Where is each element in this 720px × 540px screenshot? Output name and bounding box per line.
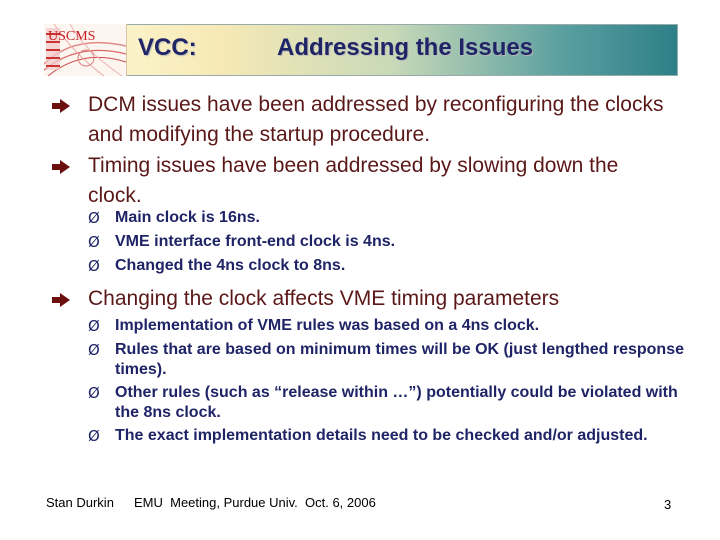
page-title: Addressing the Issues — [277, 34, 534, 61]
bullet-text: Changing the clock affects VME timing parameters — [88, 287, 560, 310]
sub-bullet-text: Main clock is 16ns. — [115, 209, 260, 226]
bullet-text: Timing issues have been addressed by slowing down the clock. — [88, 154, 619, 207]
sub-bullet-text: Rules that are based on minimum times will be OK (just lengthed response times). — [115, 341, 684, 378]
bullet-item — [50, 151, 670, 211]
sub-bullet-item — [88, 256, 688, 276]
arrowhead-icon: Ø — [88, 341, 100, 359]
bullet-arrow-icon — [50, 98, 72, 114]
sub-bullet-text: Other rules (such as “release within …”) potentially could be violated with the 8ns clock. — [115, 384, 678, 421]
bullet-item — [50, 90, 670, 150]
uscms-logo — [44, 24, 127, 76]
arrowhead-icon: Ø — [88, 427, 100, 445]
footer-event: EMU Meeting, Purdue Univ. Oct. 6, 2006 — [134, 495, 376, 510]
svg-text:USCMS: USCMS — [48, 29, 96, 44]
footer-author: Stan Durkin — [46, 495, 114, 510]
bullet-item — [50, 284, 670, 314]
arrowhead-icon: Ø — [88, 233, 100, 251]
sub-bullet-text: VME interface front-end clock is 4ns. — [115, 233, 396, 250]
title-prefix: VCC: — [138, 34, 197, 61]
sub-bullet-text: Implementation of VME rules was based on a 4ns clock. — [115, 317, 540, 334]
sub-bullet-item — [88, 208, 688, 228]
arrowhead-icon: Ø — [88, 317, 100, 335]
sub-bullet-text: The exact implementation details need to be checked and/or adjusted. — [115, 427, 648, 444]
sub-bullet-text: Changed the 4ns clock to 8ns. — [115, 257, 346, 274]
sub-bullet-item — [88, 340, 688, 380]
sub-bullet-item — [88, 383, 688, 423]
bullet-arrow-icon — [50, 292, 72, 308]
arrowhead-icon: Ø — [88, 257, 100, 275]
bullet-arrow-icon — [50, 159, 72, 175]
arrowhead-icon: Ø — [88, 209, 100, 227]
sub-bullet-item — [88, 426, 688, 446]
sub-bullet-item — [88, 232, 688, 252]
arrowhead-icon: Ø — [88, 384, 100, 402]
bullet-text: DCM issues have been addressed by reconfiguring the clocks and modifying the startup procedure. — [88, 93, 664, 146]
sub-bullet-item — [88, 316, 688, 336]
page-number: 3 — [664, 497, 672, 512]
